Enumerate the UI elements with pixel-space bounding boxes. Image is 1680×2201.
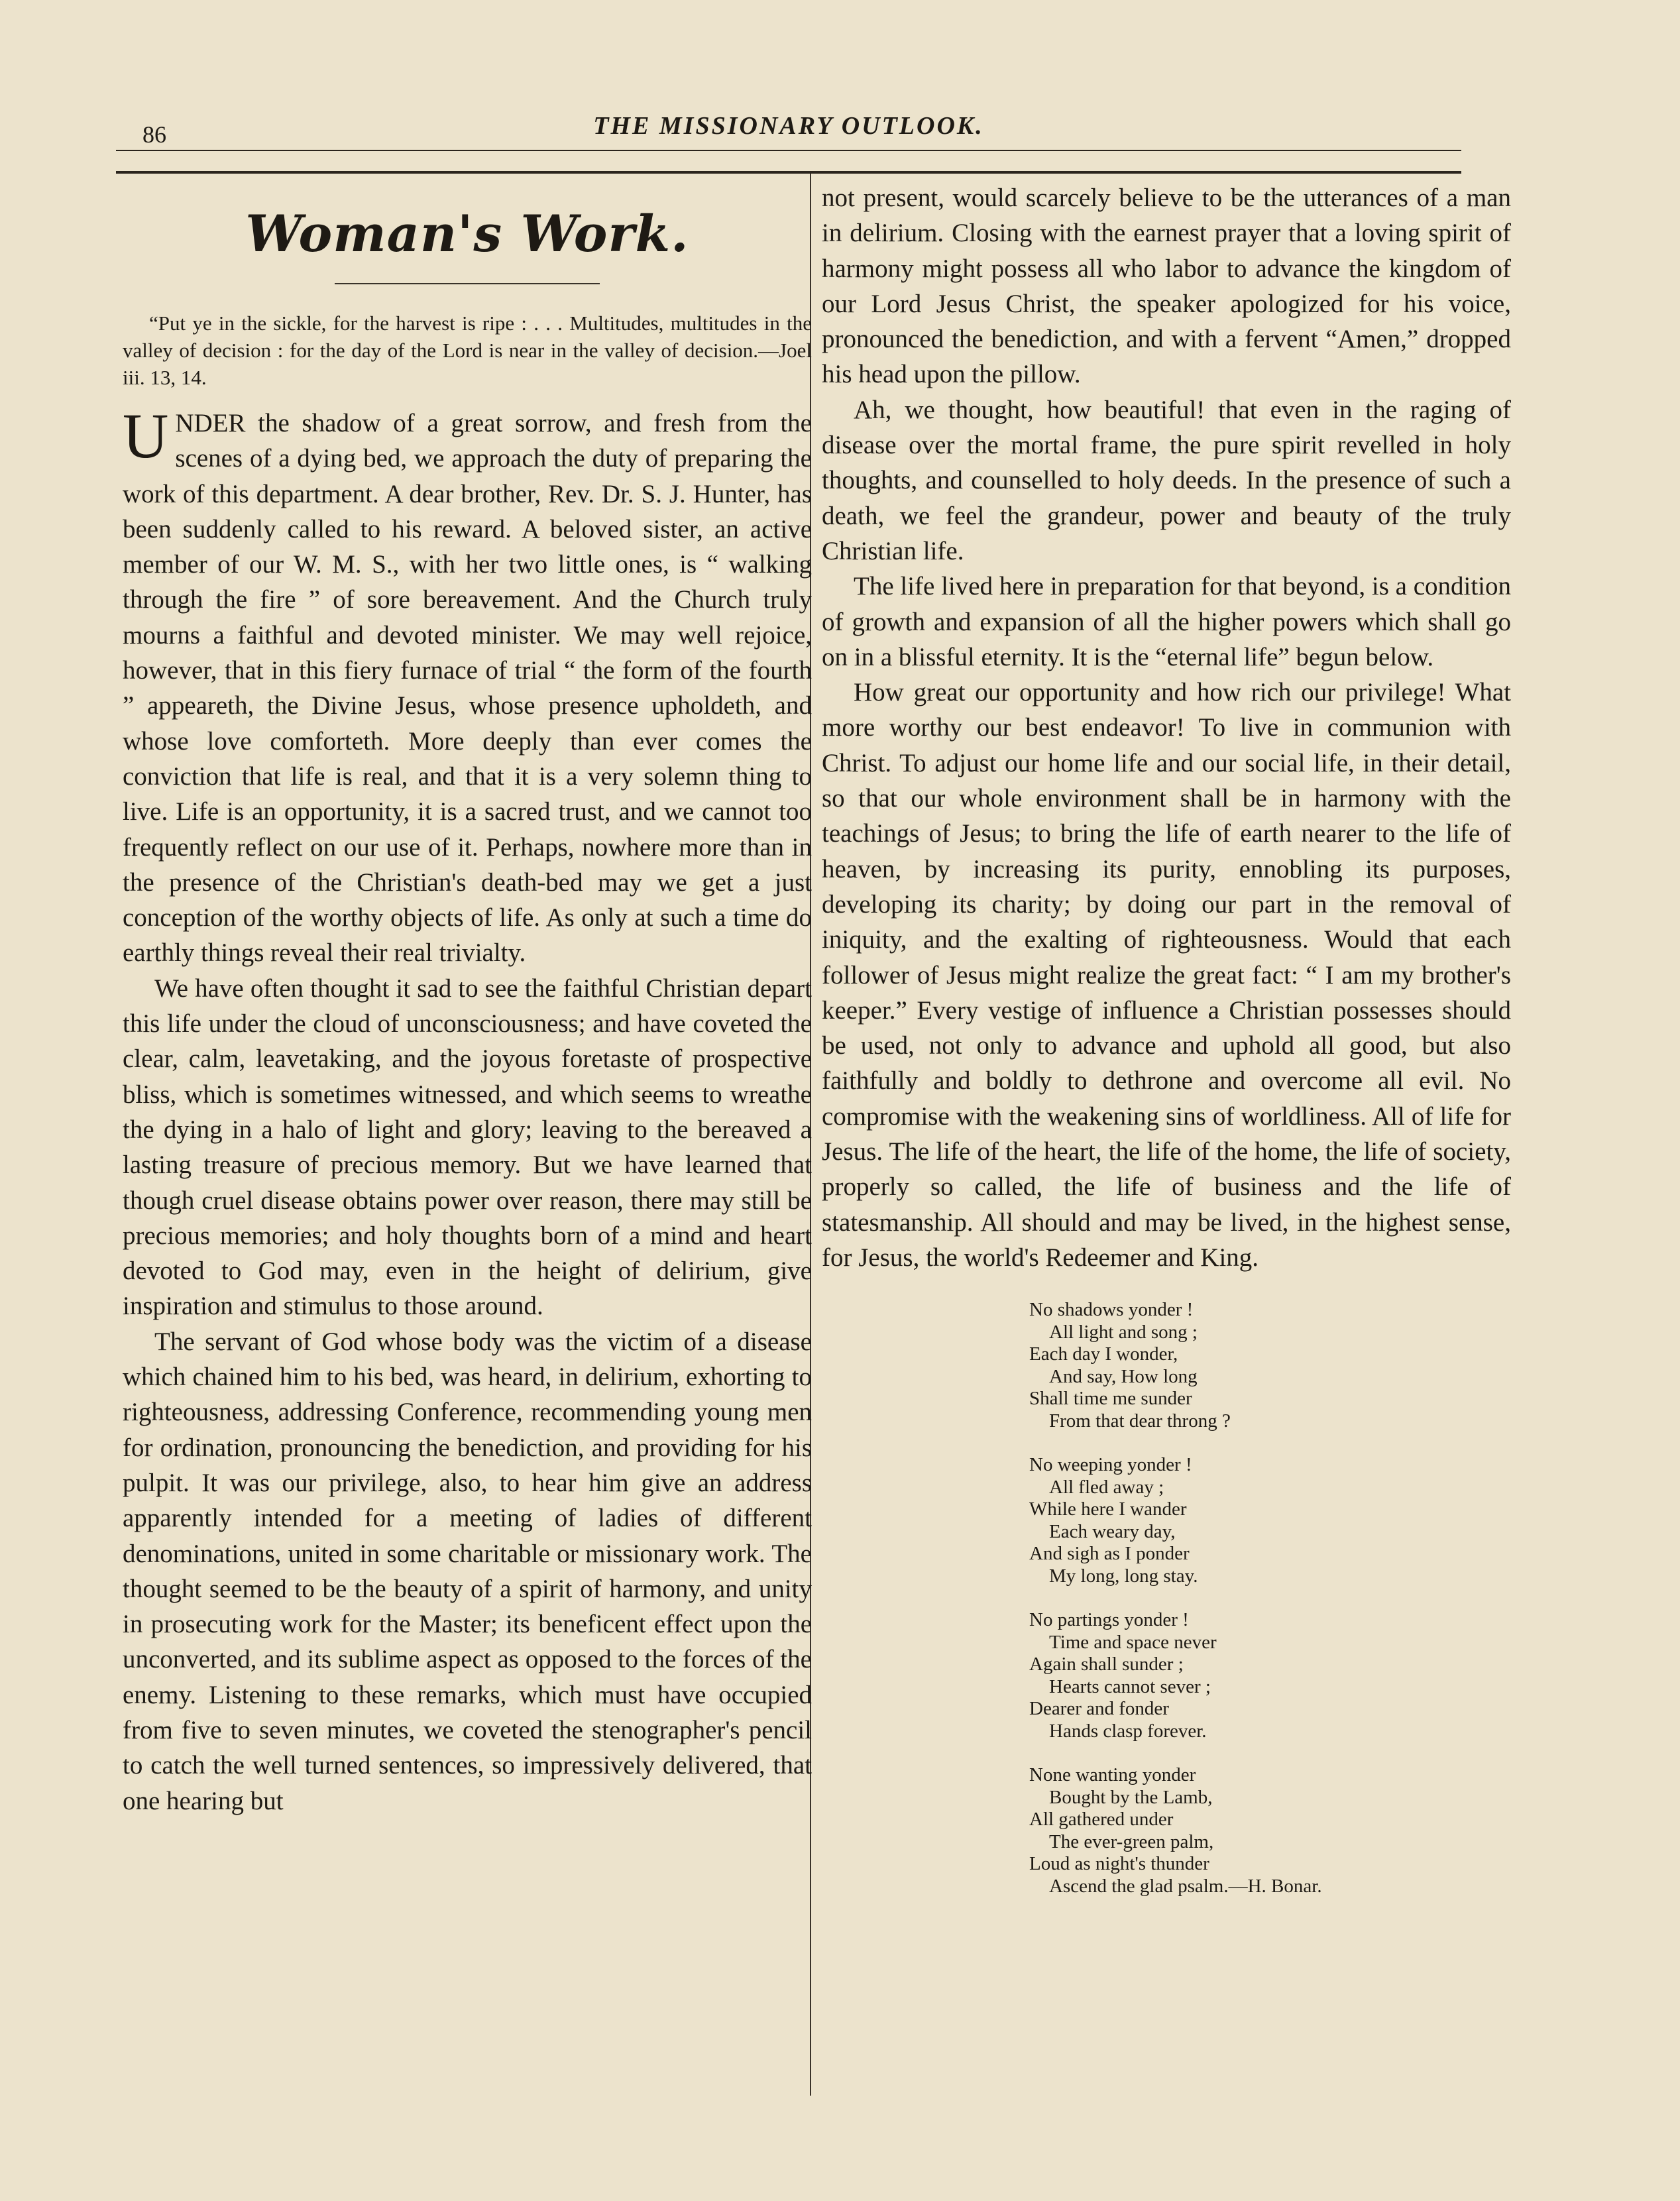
paragraph-2: We have often thought it sad to see the faithful Christian depart this life under the cloud of unconsciousness; and have coveted the clear, calm, leavetaking, and the joyous foretaste of prospective bliss, which is sometimes witnessed, and which seems to wreathe the dying in a halo of light and glory; leaving to the bereaved a lasting treasure of precious memory. But we have learned that though cruel disease obtains power over reason, there may still be precious memories; and holy thoughts born of a mind and heart devoted to God may, even in the height of delirium, give inspiration and stimulus to those around. — [123, 974, 812, 1321]
poem-line: And say, How long — [1049, 1365, 1198, 1387]
poem-line: The ever-green palm, — [1049, 1831, 1214, 1852]
poem — [1029, 1299, 1511, 1897]
poem-line: Time and space never — [1049, 1631, 1217, 1653]
poem-line: Ascend the glad psalm.—H. Bonar. — [1049, 1875, 1322, 1897]
poem-line: Each weary day, — [1049, 1520, 1176, 1542]
epigraph: “Put ye in the sickle, for the harvest is ripe : . . . Multitudes, multitudes in the valley of decision : for the day of the Lord is near in the valley of decision.—Joel iii. 13, 14. — [123, 311, 812, 389]
poem-stanza — [1029, 1764, 1511, 1897]
poem-line: From that dear throng ? — [1049, 1410, 1231, 1432]
poem-line: All light and song ; — [1049, 1321, 1198, 1343]
paragraph-3-continued: not present, would scarcely believe to be the utterances of a man in delirium. Closing with the earnest prayer that a loving spirit of harmony might possess all who labor to advance the kingdom of our Lord Jesus Christ, the speaker apologized for his voice, pronounced the benediction, and with a fervent “Amen,” dropped his head upon the pillow. — [822, 184, 1511, 389]
left-column — [123, 178, 812, 1819]
poem-line: All fled away ; — [1049, 1476, 1164, 1498]
paragraph-4: Ah, we thought, how beautiful! that even in the raging of disease over the mortal frame, the pure spirit revelled in holy thoughts, and counselled to holy deeds. In the presence of such a death, we feel the grandeur, power and beauty of the truly Christian life. — [822, 395, 1511, 565]
paragraph-1 — [123, 400, 812, 971]
paragraph-1-text: NDER the shadow of a great sorrow, and fresh from the scenes of a dying bed, we approach the duty of preparing the work of this department. A dear brother, Rev. Dr. S. J. Hunter, has been suddenly called to his reward. A beloved sister, an active member of our W. M. S., with her two little ones, is “ walking through the fire ” of sore bereavement. And the Church truly mourns a faithful and devoted minister. We may well rejoice, however, that in this fiery furnace of trial “ the form of the fourth ” appeareth, the Divine Jesus, whose presence upholdeth, and whose love comforteth. More deeply than ever comes the conviction that life is real, and that it is a very solemn thing to live. Life is an opportunity, it is a sacred trust, and we cannot too frequently reflect on our use of it. Perhaps, nowhere more than in the presence of the Christian's death-bed may we get a just conception of the worthy objects of life. As only at such a time do earthly things reveal their real trivialty. — [123, 409, 812, 968]
poem-line: No shadows yonder ! — [1029, 1299, 1194, 1321]
paragraph-6: How great our opportunity and how rich our privilege! What more worthy our best endeavor! To live in communion with Christ. To adjust our home life and our social life, in their detail, so that our whole environment shall be in harmony with the teachings of Jesus; to bring the life of earth nearer to the life of heaven, by increasing its purity, ennobling its purposes, developing its charity; by doing our part in the removal of iniquity, and the exalting of righteousness. Would that each follower of Jesus might realize the great fact: “ I am my brother's keeper.” Every vestige of influence a Christian possesses should be used, not only to advance and uphold all good, but also faithfully and boldly to dethrone and overcome all evil. No compromise with the weakening sins of worldliness. All of life for Jesus. The life of the heart, the life of the home, the life of society, properly so called, the life of business and the life of statesmanship. All should and may be lived, in the highest sense, for Jesus, the world's Redeemer and King. — [822, 678, 1511, 1272]
poem-line: No partings yonder ! — [1029, 1609, 1189, 1631]
poem-line: Shall time me sunder — [1029, 1388, 1192, 1410]
poem-line: No weeping yonder ! — [1029, 1454, 1192, 1476]
page-number: 86 — [142, 121, 166, 148]
poem-line: All gathered under — [1029, 1809, 1174, 1831]
right-column — [822, 180, 1511, 1919]
poem-line: None wanting yonder — [1029, 1764, 1196, 1786]
poem-stanza — [1029, 1299, 1511, 1432]
paragraph-5: The life lived here in preparation for that beyond, is a condition of growth and expansion of all the higher powers which shall go on in a blissful eternity. It is the “eternal life” begun below. — [822, 572, 1512, 671]
poem-stanza — [1029, 1454, 1511, 1587]
poem-stanza — [1029, 1609, 1511, 1742]
poem-line: Hands clasp forever. — [1049, 1720, 1207, 1742]
poem-line: Again shall sunder ; — [1029, 1654, 1184, 1675]
poem-line: And sigh as I ponder — [1029, 1543, 1190, 1565]
drop-cap: U — [123, 400, 169, 471]
title-rule — [335, 283, 600, 284]
poem-line: Loud as night's thunder — [1029, 1853, 1209, 1875]
paragraph-3: The servant of God whose body was the victim of a disease which chained him to his bed, was heard, in delirium, exhorting to righteousness, addressing Conference, recommending young men for ordination, pronouncing the benediction, and providing for his pulpit. It was our privilege, also, to hear him give an address apparently intended for a meeting of ladies of different denominations, united in some charitable or missionary work. The thought seemed to be the beauty of a spirit of harmony, and unity in prosecuting work for the Master; its beneficent effect upon the unconverted, and its sublime aspect as opposed to the forces of the enemy. Listening to these remarks, which must have occupied from five to seven minutes, we coveted the stenographer's pencil to catch the well turned sentences, so impressively delivered, that one hearing but — [123, 1327, 812, 1815]
poem-line: Bought by the Lamb, — [1049, 1786, 1213, 1808]
poem-line: Dearer and fonder — [1029, 1698, 1169, 1720]
section-title: Woman's Work. — [245, 204, 689, 263]
header-rule-top — [116, 150, 1461, 151]
poem-line: Hearts cannot sever ; — [1049, 1675, 1211, 1697]
poem-line: My long, long stay. — [1049, 1565, 1198, 1587]
running-title: THE MISSIONARY OUTLOOK. — [593, 112, 984, 140]
poem-line: While here I wander — [1029, 1498, 1187, 1520]
header-rule-bottom — [116, 171, 1461, 174]
poem-line: Each day I wonder, — [1029, 1343, 1178, 1365]
